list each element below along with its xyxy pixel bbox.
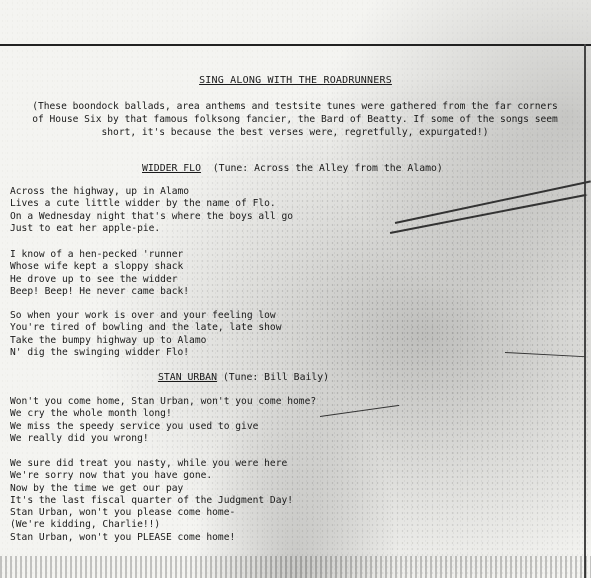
lyric-line: So when your work is over and your feeling low [10, 310, 276, 321]
lyric-line: Take the bumpy highway up to Alamo [10, 334, 207, 346]
song-heading [158, 372, 329, 383]
song-heading [142, 163, 443, 174]
intro-paragraph [10, 100, 580, 139]
lyric-line: We sure did treat you nasty, while you were here [10, 458, 288, 469]
intro-line: (These boondock ballads, area anthems and testsite tunes were gathered from the far corners [32, 101, 558, 112]
lyric-line: Now by the time we get our pay [10, 482, 184, 494]
stanza [10, 396, 316, 445]
intro-line: of House Six by that famous folksong fancier, the Bard of Beatty. If some of the songs seem [32, 114, 558, 125]
lyric-line: Across the highway, up in Alamo [10, 186, 190, 197]
lyric-line: We really did you wrong! [10, 432, 149, 444]
lyric-line: Just to eat her apple-pie. [10, 222, 161, 234]
lyric-line: Whose wife kept a sloppy shack [10, 261, 184, 273]
song-tune: (Tune: Bill Baily) [222, 372, 330, 383]
bottom-scan-noise [0, 556, 591, 578]
lyric-line: It's the last fiscal quarter of the Judgment Day! [10, 494, 294, 506]
lyric-line: You're tired of bowling and the late, late show [10, 322, 282, 334]
lyric-line: We're sorry now that you have gone. [10, 470, 213, 482]
song-tune: (Tune: Across the Alley from the Alamo) [212, 163, 443, 174]
lyric-line: We miss the speedy service you used to give [10, 420, 259, 432]
lyric-line: Stan Urban, won't you please come home- [10, 507, 236, 519]
song-title: STAN URBAN [158, 372, 217, 383]
lyric-line: He drove up to see the widder [10, 273, 178, 285]
lyric-line: Lives a cute little widder by the name of Flo. [10, 198, 276, 210]
stanza [10, 458, 293, 544]
lyric-line: We cry the whole month long! [10, 408, 172, 420]
stanza [10, 186, 293, 235]
lyric-line: Beep! Beep! He never came back! [10, 285, 190, 297]
lyric-line: I know of a hen-pecked 'runner [10, 249, 184, 260]
lyric-line: (We're kidding, Charlie!!) [10, 519, 161, 531]
lyric-line: On a Wednesday night that's where the boys all go [10, 210, 294, 222]
page-title: SING ALONG WITH THE ROADRUNNERS [199, 75, 392, 86]
lyric-line: Won't you come home, Stan Urban, won't you come home? [10, 396, 317, 407]
stanza [10, 249, 189, 298]
top-rule [0, 44, 591, 46]
right-rule [584, 44, 586, 578]
stanza [10, 310, 281, 359]
lyric-line: Stan Urban, won't you PLEASE come home! [10, 531, 236, 543]
lyric-line: N' dig the swinging widder Flo! [10, 346, 190, 358]
song-title: WIDDER FLO [142, 163, 201, 174]
intro-line: short, it's because the best verses were, regretfully, expurgated!) [101, 127, 489, 138]
